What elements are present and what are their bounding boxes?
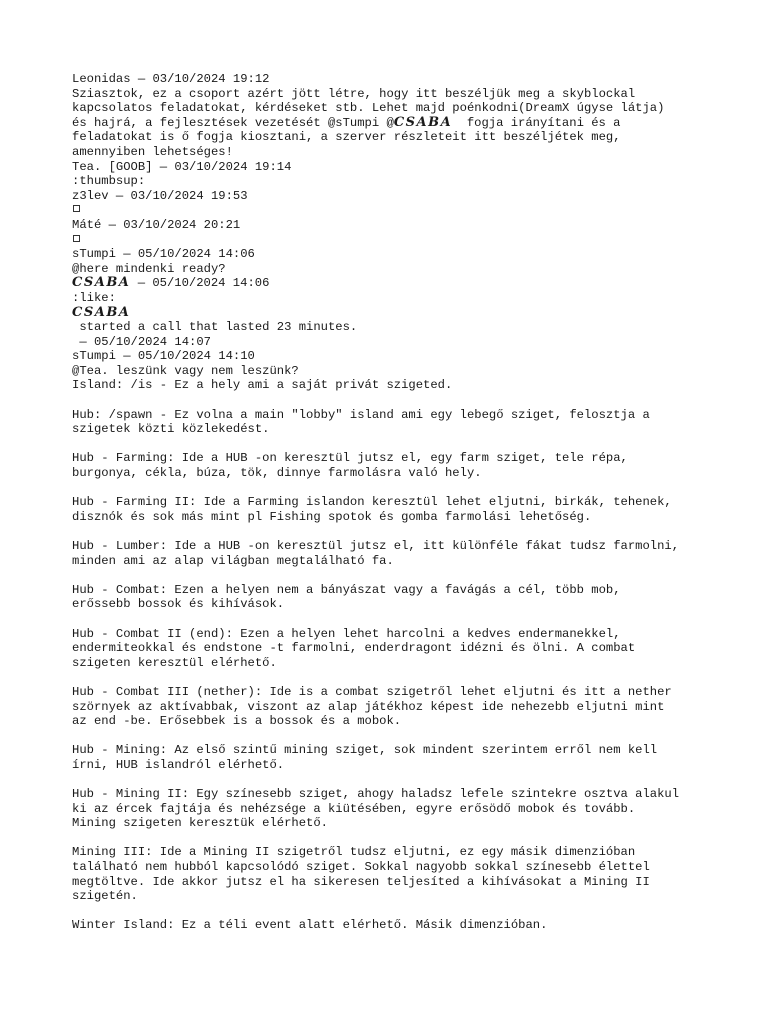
message-text: Island: /is - Ez a hely ami a saját privát szigeted. bbox=[72, 378, 453, 393]
section-mining-iii: Mining III: Ide a Mining II szigetről tudsz eljutni, ez egy másik dimenzióban bbox=[72, 845, 636, 860]
call-author bbox=[72, 306, 712, 321]
blank-line bbox=[72, 524, 712, 539]
section-mining-iii: található nem hubból kapcsolódó sziget. Sokkal nagyobb sokkal színesebb élettel bbox=[72, 860, 650, 875]
section-combat-iii: szörnyek az aktívabbak, viszont az alap játékhoz képest ide nehezebb eljutni mint bbox=[72, 699, 665, 714]
blank-line bbox=[72, 393, 712, 408]
section-winter-island: Winter Island: Ez a téli event alatt elérhető. Másik dimenzióban. bbox=[72, 918, 548, 933]
author-name[interactable]: CSABA bbox=[72, 304, 131, 320]
call-text: started a call that lasted 23 minutes. bbox=[72, 320, 358, 335]
section-hub: szigetek közti közlekedést. bbox=[72, 422, 270, 437]
message-text: Sziasztok, ez a csoport azért jött létre, hogy itt beszéljük meg a skyblockal bbox=[72, 86, 636, 101]
message-header bbox=[72, 276, 712, 291]
message-header: sTumpi — 05/10/2024 14:06 bbox=[72, 247, 255, 262]
message-text-part: és hajrá, a fejlesztések vezetését @sTumpi @ bbox=[72, 115, 394, 130]
blank-line bbox=[72, 729, 712, 744]
section-mining-iii: megtöltve. Ide akkor jutsz el ha sikeresen teljesíted a kihívásokat a Mining II bbox=[72, 874, 650, 889]
message-text: :like: bbox=[72, 290, 116, 305]
section-combat-iii: az end -be. Erősebbek is a bossok és a mobok. bbox=[72, 714, 402, 729]
message-text: feladatokat is ő fogja kiosztani, a szerver részleteit itt beszéljétek meg, bbox=[72, 130, 621, 145]
section-combat: Hub - Combat: Ezen a helyen nem a bányászat vagy a favágás a cél, több mob, bbox=[72, 582, 621, 597]
blank-line bbox=[72, 437, 712, 452]
message-header: z3lev — 03/10/2024 19:53 bbox=[72, 188, 248, 203]
section-hub: Hub: /spawn - Ez volna a main "lobby" island ami egy lebegő sziget, felosztja a bbox=[72, 407, 650, 422]
section-mining: írni, HUB islandról elérhető. bbox=[72, 757, 285, 772]
message-text: amennyiben lehetséges! bbox=[72, 144, 233, 159]
message-header: sTumpi — 05/10/2024 14:10 bbox=[72, 349, 255, 364]
blank-line bbox=[72, 904, 712, 919]
blank-line bbox=[72, 773, 712, 788]
message-timestamp: — 05/10/2024 14:06 bbox=[137, 276, 270, 291]
section-mining-ii: Hub - Mining II: Egy színesebb sziget, ahogy haladsz lefele szintekre osztva alakul bbox=[72, 787, 680, 802]
section-mining-ii: Mining szigeten keresztük elérhető. bbox=[72, 816, 328, 831]
message-text-part: fogja irányítani és a bbox=[466, 115, 621, 130]
section-farming-ii: disznók és sok más mint pl Fishing spotok és gomba farmolási lehetőség. bbox=[72, 509, 592, 524]
blank-line bbox=[72, 612, 712, 627]
message-text: @here mindenki ready? bbox=[72, 261, 226, 276]
message-header: Máté — 03/10/2024 20:21 bbox=[72, 217, 241, 232]
section-combat-ii: endermiteokkal és endstone -t farmolni, enderdragont idézni és ölni. A combat bbox=[72, 641, 636, 656]
message-text: @Tea. leszünk vagy nem leszünk? bbox=[72, 363, 299, 378]
blank-line bbox=[72, 670, 712, 685]
mention-csaba[interactable]: CSABA bbox=[393, 114, 453, 130]
call-timestamp: — 05/10/2024 14:07 bbox=[72, 334, 211, 349]
section-combat-ii: szigeten keresztül elérhető. bbox=[72, 655, 277, 670]
author-name[interactable]: CSABA bbox=[72, 275, 131, 291]
message-text bbox=[72, 116, 712, 131]
message-text: kapcsolatos feladatokat, kérdéseket stb. Lehet majd poénkodni(DreamX úgyse látja) bbox=[72, 101, 665, 116]
section-farming-ii: Hub - Farming II: Ide a Farming islandon keresztül lehet eljutni, birkák, tehenek, bbox=[72, 495, 672, 510]
blank-line bbox=[72, 481, 712, 496]
message-text: :thumbsup: bbox=[72, 174, 146, 189]
attachment-placeholder bbox=[72, 233, 712, 248]
blank-line bbox=[72, 568, 712, 583]
chat-transcript bbox=[72, 72, 712, 933]
section-mining-iii: szigetén. bbox=[72, 889, 138, 904]
section-farming: Hub - Farming: Ide a HUB -on keresztül jutsz el, egy farm sziget, tele répa, bbox=[72, 451, 628, 466]
section-lumber: minden ami az alap világban megtalálható fa. bbox=[72, 553, 394, 568]
blank-line bbox=[72, 831, 712, 846]
section-combat-iii: Hub - Combat III (nether): Ide is a combat szigetről lehet eljutni és itt a nether bbox=[72, 684, 672, 699]
attachment-placeholder bbox=[72, 203, 712, 218]
message-header: Tea. [GOOB] — 03/10/2024 19:14 bbox=[72, 159, 292, 174]
section-combat: erőssebb bossok és kihívások. bbox=[72, 597, 285, 612]
missing-glyph-icon bbox=[73, 205, 80, 212]
missing-glyph-icon bbox=[73, 235, 80, 242]
section-mining-ii: ki az ércek fajtája és nehézsége a kiütésében, egyre erősödő mobok és tovább. bbox=[72, 801, 636, 816]
section-farming: burgonya, cékla, búza, tök, dinnye farmolásra való hely. bbox=[72, 466, 482, 481]
section-lumber: Hub - Lumber: Ide a HUB -on keresztül jutsz el, itt különféle fákat tudsz farmolni, bbox=[72, 539, 680, 553]
section-mining: Hub - Mining: Az első szintű mining sziget, sok mindent szerintem erről nem kell bbox=[72, 743, 658, 758]
section-combat-ii: Hub - Combat II (end): Ezen a helyen lehet harcolni a kedves endermanekkel, bbox=[72, 626, 621, 641]
message-header: Leonidas — 03/10/2024 19:12 bbox=[72, 72, 270, 86]
